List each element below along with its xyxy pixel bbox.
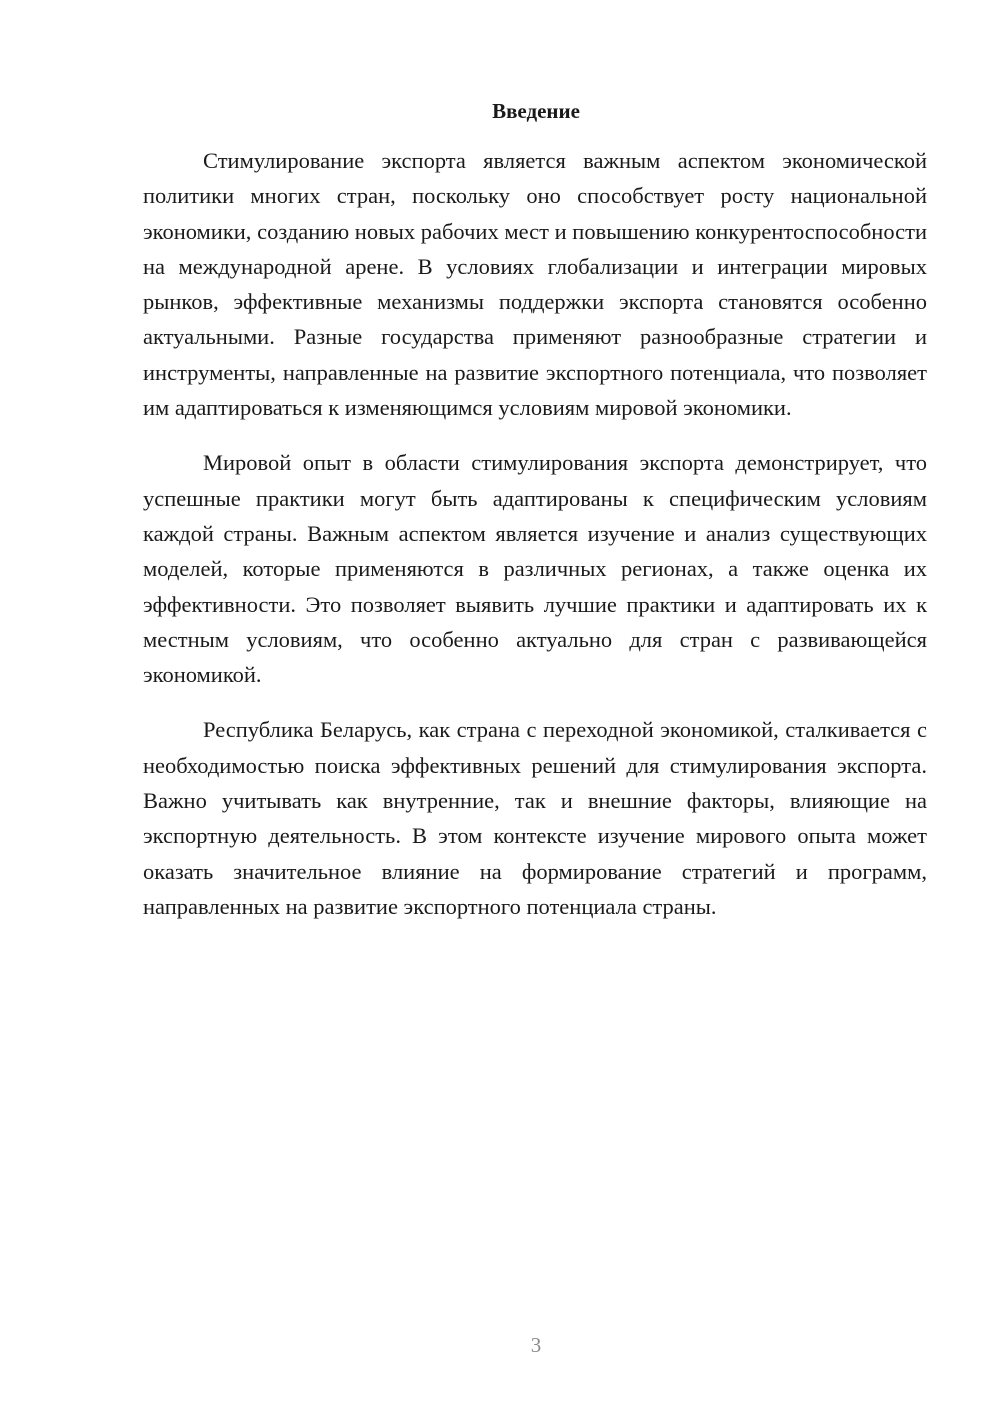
page-number: 3 bbox=[530, 1333, 542, 1357]
section-heading: Введение bbox=[492, 99, 580, 123]
paragraph-3: Республика Беларусь, как страна с переходной экономикой, сталкивается с необходимостью поиска эффективных решений для стимулирования экспорта. Важно учитывать как внутренние, так и внешние факторы, влияющие на экспортную деятельность. В этом контексте изучение мирового опыта может оказать значительное влияние на формирование стратегий и программ, направленных на развитие экспортного потенциала страны. bbox=[143, 717, 927, 919]
body-text bbox=[143, 143, 927, 924]
paragraph-2: Мировой опыт в области стимулирования экспорта демонстрирует, что успешные практики могут быть адаптированы к специфическим условиям каждой страны. Важным аспектом является изучение и анализ существующих моделей, которые применяются в различных регионах, а также оценка их эффективности. Это позволяет выявить лучшие практики и адаптировать их к местным условиям, что особенно актуально для стран с развивающейся экономикой. bbox=[143, 450, 927, 688]
paragraph-1: Стимулирование экспорта является важным аспектом экономической политики многих стран, поскольку оно способствует росту национальной экономики, созданию новых рабочих мест и повышению конкурентоспособности на международной арене. В условиях глобализации и интеграции мировых рынков, эффективные механизмы поддержки экспорта становятся особенно актуальными. Разные государства применяют разнообразные стратегии и инструменты, направленные на развитие экспортного потенциала, что позволяет им адаптироваться к изменяющимся условиям мировой экономики. bbox=[143, 148, 927, 421]
